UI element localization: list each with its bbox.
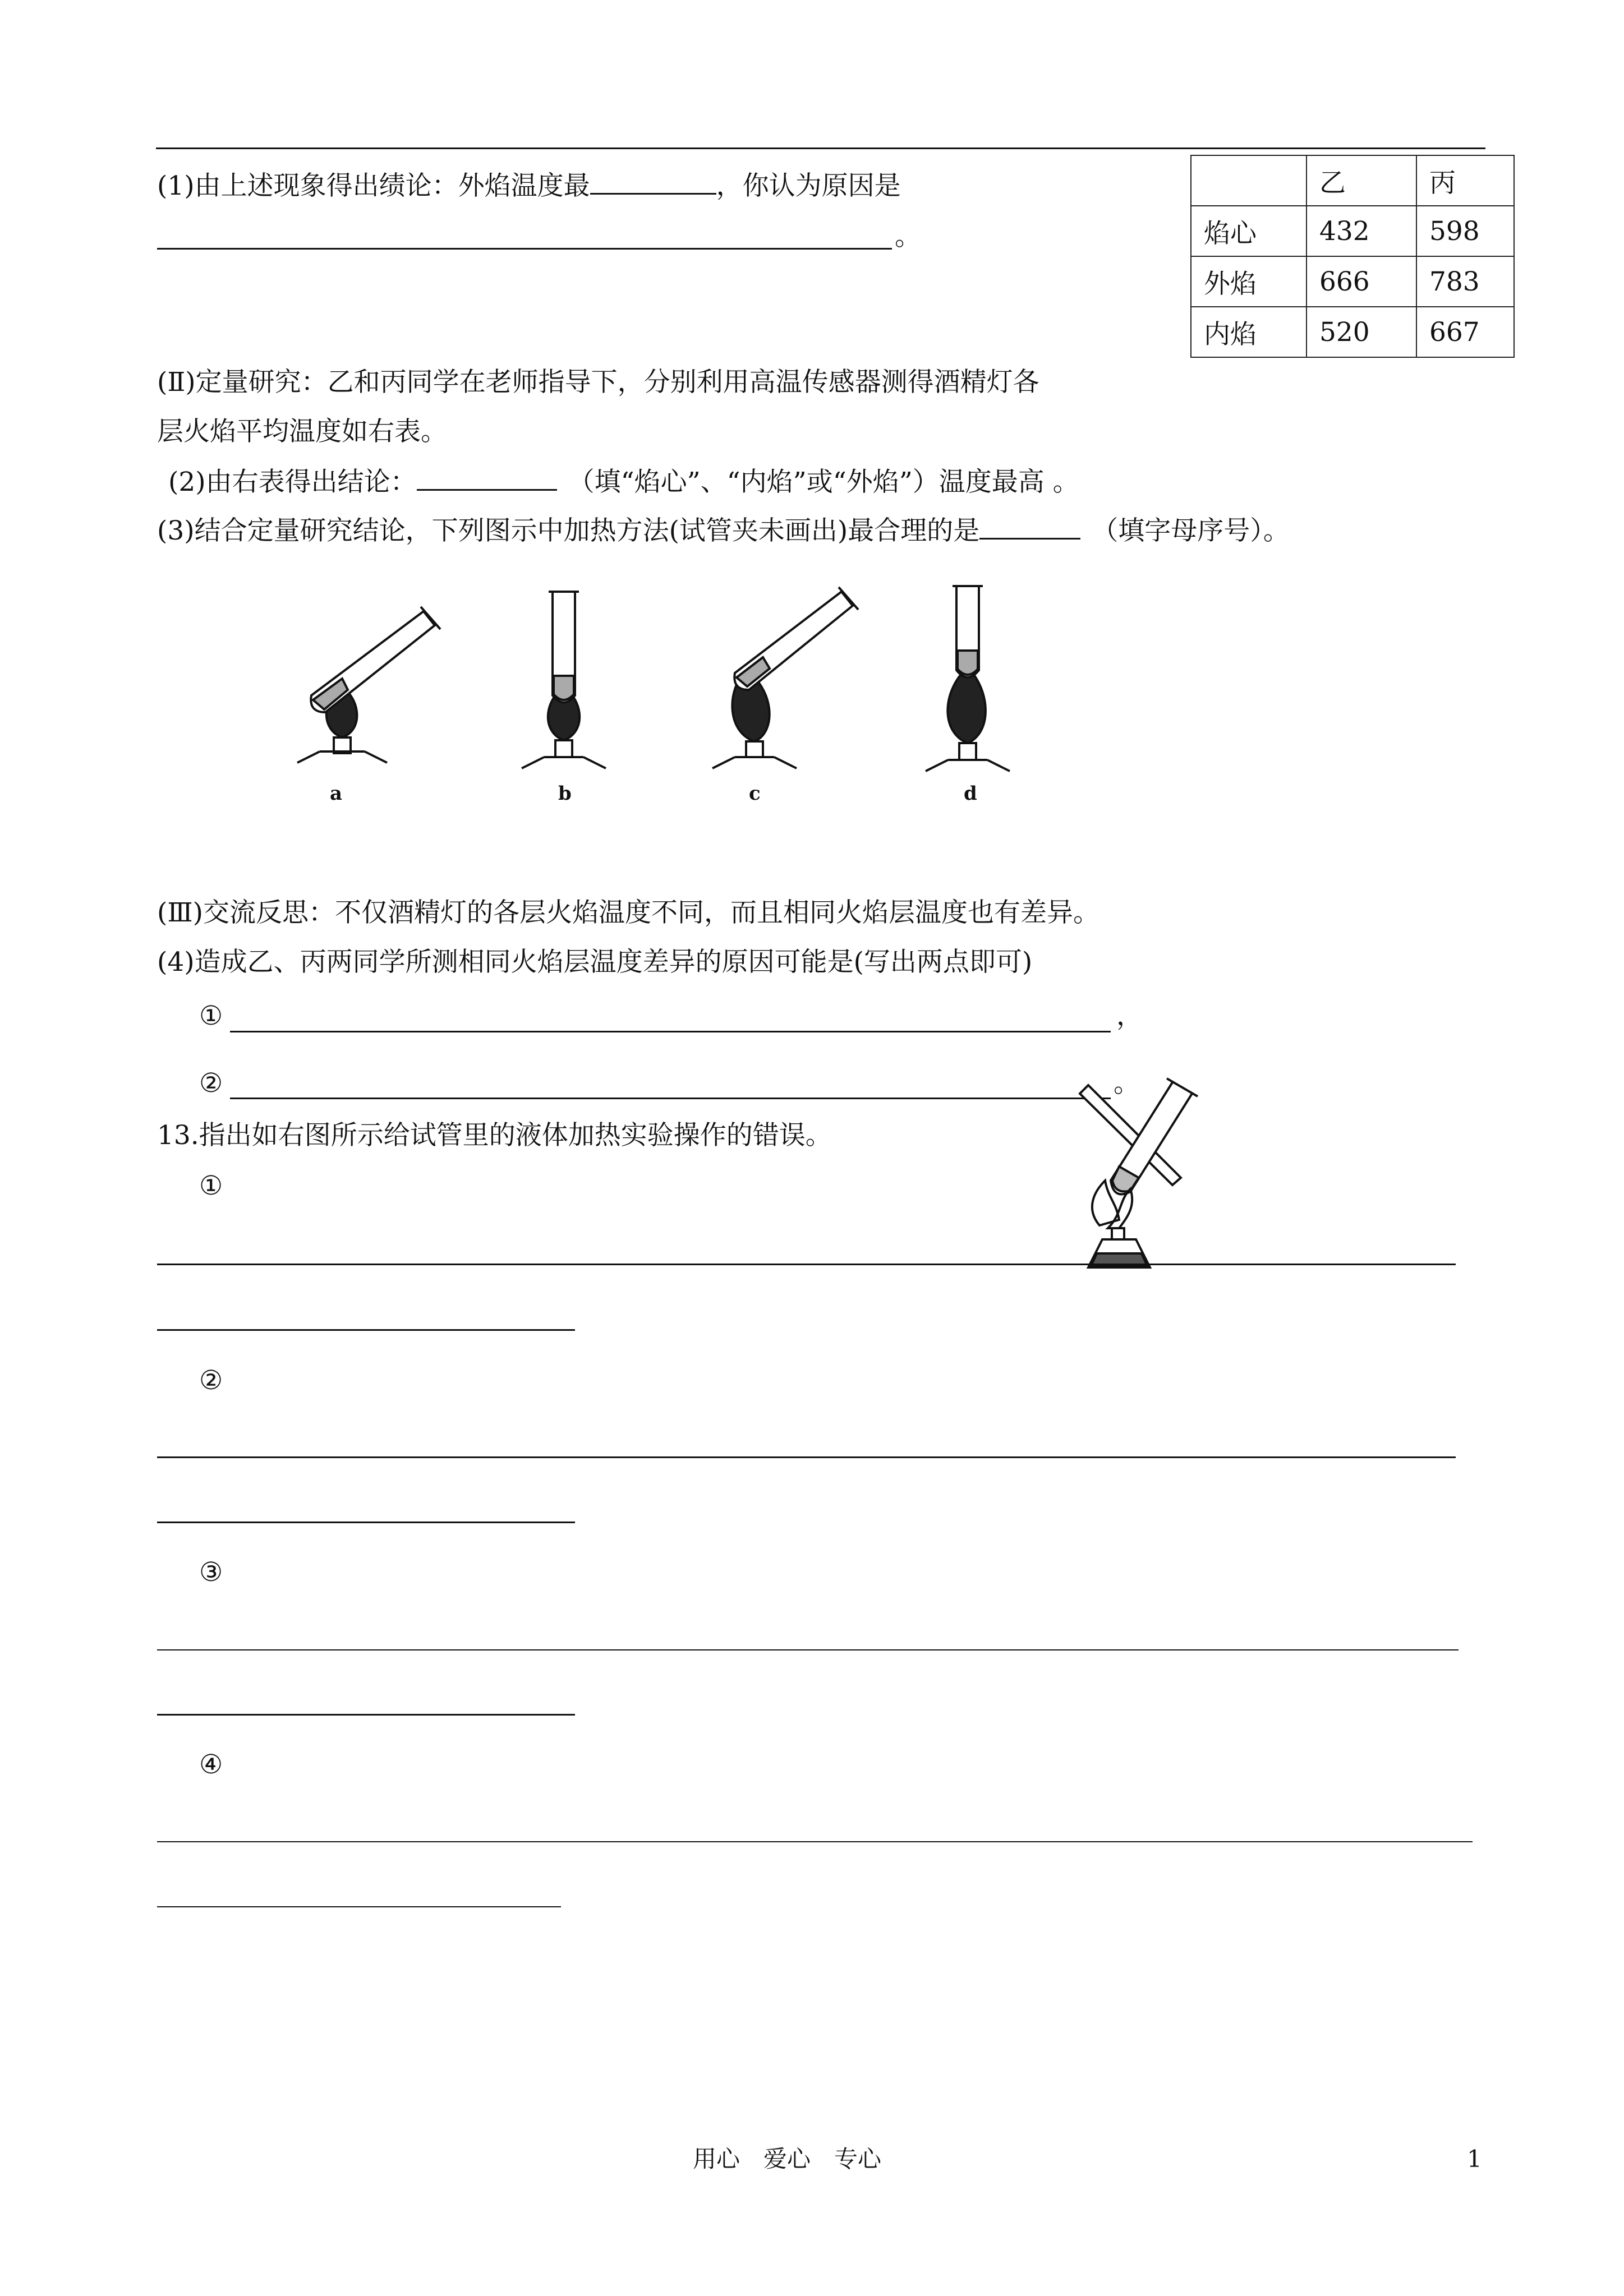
question-4-item-1-end: ， bbox=[1116, 1001, 1143, 1031]
question-2-suffix: （填“焰心”、“内焰”或“外焰”）温度最高 。 bbox=[568, 467, 1079, 497]
question-4-marker-1: ① bbox=[199, 1001, 223, 1031]
answer-line-13-2a[interactable] bbox=[157, 1456, 1456, 1458]
table-cell: 外焰 bbox=[1191, 256, 1306, 307]
section-3-line: (Ⅲ)交流反思：不仅酒精灯的各层火焰温度不同，而且相同火焰层温度也有差异。 bbox=[157, 897, 1099, 928]
figure-b bbox=[522, 592, 606, 768]
question-1-prefix: (1)由上述现象得出绩论：外焰温度最 bbox=[157, 170, 590, 201]
table-cell: 666 bbox=[1306, 256, 1416, 307]
question-3-line bbox=[157, 513, 1290, 548]
answer-line-4-2[interactable] bbox=[230, 1098, 1111, 1099]
question-13-marker-3: ③ bbox=[199, 1557, 223, 1588]
question-4-marker-2: ② bbox=[199, 1068, 223, 1099]
figure-d bbox=[926, 586, 1010, 771]
table-cell: 520 bbox=[1306, 307, 1416, 357]
answer-line-13-3a[interactable] bbox=[157, 1649, 1459, 1650]
table-cell: 内焰 bbox=[1191, 307, 1306, 357]
table-header-cell: 丙 bbox=[1416, 155, 1514, 206]
table-header-cell bbox=[1191, 155, 1306, 206]
figure-label-c: c bbox=[749, 782, 761, 805]
section-2-line-1: (Ⅱ)定量研究：乙和丙同学在老师指导下，分别利用高温传感器测得酒精灯各 bbox=[157, 367, 1039, 398]
top-rule bbox=[156, 147, 1485, 149]
question-2-line bbox=[168, 464, 1079, 499]
page-number: 1 bbox=[1467, 2145, 1482, 2173]
figure-label-b: b bbox=[558, 782, 572, 805]
footer-motto: 用心 爱心 专心 bbox=[693, 2145, 882, 2173]
figure-label-d: d bbox=[964, 782, 977, 805]
table-header-row bbox=[1191, 155, 1514, 206]
table-row bbox=[1191, 206, 1514, 256]
table-cell: 667 bbox=[1416, 307, 1514, 357]
table-cell: 598 bbox=[1416, 206, 1514, 256]
test-tube-heating-figure bbox=[1066, 1068, 1223, 1276]
section-2-line-2: 层火焰平均温度如右表。 bbox=[157, 416, 447, 447]
question-4-item-2-end: 。 bbox=[1114, 1068, 1140, 1099]
figure-c bbox=[712, 587, 858, 768]
question-1-middle: ，你认为原因是 bbox=[716, 170, 901, 201]
answer-line-1b[interactable] bbox=[157, 248, 892, 250]
table-cell: 783 bbox=[1416, 256, 1514, 307]
question-1-line bbox=[157, 168, 901, 203]
question-1-end: 。 bbox=[895, 221, 921, 252]
table-row bbox=[1191, 307, 1514, 357]
answer-line-13-1a[interactable] bbox=[157, 1264, 1456, 1265]
question-13-marker-4: ④ bbox=[199, 1749, 223, 1780]
answer-blank-3[interactable] bbox=[979, 513, 1080, 540]
question-13-marker-1: ① bbox=[199, 1170, 223, 1201]
question-2-prefix: (2)由右表得出结论： bbox=[168, 467, 417, 497]
question-13-marker-2: ② bbox=[199, 1365, 223, 1396]
question-3-suffix: （填字母序号）。 bbox=[1092, 515, 1290, 546]
answer-line-13-2b[interactable] bbox=[157, 1522, 575, 1523]
answer-line-13-3b[interactable] bbox=[157, 1714, 575, 1716]
table-header-cell: 乙 bbox=[1306, 155, 1416, 206]
question-4-line: (4)造成乙、丙两同学所测相同火焰层温度差异的原因可能是(写出两点即可) bbox=[157, 947, 1033, 978]
heating-methods-figure bbox=[280, 578, 1066, 819]
question-13-line: 13.指出如右图所示给试管里的液体加热实验操作的错误。 bbox=[157, 1120, 832, 1151]
table-row bbox=[1191, 256, 1514, 307]
answer-line-13-1b[interactable] bbox=[157, 1329, 575, 1331]
answer-blank-1a[interactable] bbox=[590, 168, 716, 195]
answer-line-4-1[interactable] bbox=[230, 1031, 1111, 1032]
flame-temperature-table bbox=[1190, 155, 1515, 358]
figure-label-a: a bbox=[330, 782, 343, 805]
answer-line-13-4b[interactable] bbox=[157, 1906, 561, 1907]
question-3-prefix: (3)结合定量研究结论，下列图示中加热方法(试管夹未画出)最合理的是 bbox=[157, 515, 980, 546]
answer-line-13-4a[interactable] bbox=[157, 1841, 1473, 1842]
figure-a bbox=[297, 607, 440, 763]
table-cell: 432 bbox=[1306, 206, 1416, 256]
table-cell: 焰心 bbox=[1191, 206, 1306, 256]
answer-blank-2[interactable] bbox=[417, 464, 557, 491]
